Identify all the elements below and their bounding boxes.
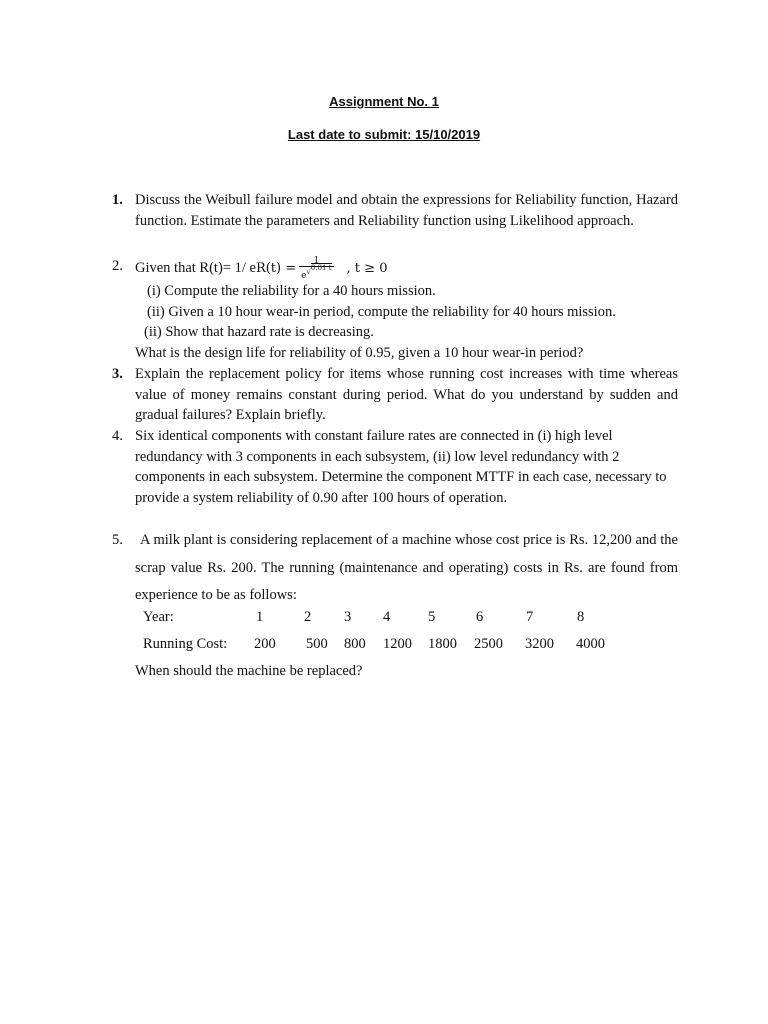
cost-cell: 800 [344,636,366,652]
formula-denominator [299,264,333,281]
formula-numerator: 1 [299,256,333,267]
year-cell: 8 [577,609,585,625]
question-text-content: A milk plant is considering replacement of a machine whose cost price is Rs. 12,200 and the scrap value Rs. 200. The running (maintenance and operating) costs in Rs. are found from experience to be as follows: [135,532,678,603]
cost-cell: 4000 [576,636,605,652]
cost-cell: 1200 [383,636,412,652]
formula-root: 0.01 t [310,264,332,272]
question-4 [112,426,678,508]
question-number: 5. [112,532,123,548]
sqrt-symbol: √ [306,268,311,276]
question-2 [112,256,678,363]
question-5-closing: When should the machine be replaced? [135,663,363,679]
formula-condition: , t ≥ 0 [346,260,388,276]
question-3 [112,364,678,426]
year-cell: 5 [428,609,436,625]
assignment-title: Assignment No. 1 [329,94,439,109]
formula-line [135,256,678,281]
year-cell: 7 [526,609,534,625]
question-text: Discuss the Weibull failure model and obtain the expressions for Reliability function, Hazard function. Estimate the parameters and Reliability function using Likelihood approach. [135,192,678,229]
formula-base: e [301,271,307,281]
cost-cell: 200 [254,636,276,652]
formula-lhs: R(t) = [255,261,297,276]
row-label: Running Cost: [143,636,228,652]
question-text: Six identical components with constant failure rates are connected in (i) high level redundancy with 3 components in each subsystem, (ii) low level redundancy with 2 components in each subsystem. Determine the component MTTF in each case, necessary to provide a system reliability of 0.90 after 100 hours of operation. [135,428,667,506]
year-cell: 2 [304,609,312,625]
year-cell: 3 [344,609,352,625]
question-number: 2. [112,258,123,274]
question-body [135,256,678,363]
reliability-formula [256,256,337,281]
year-cell: 4 [383,609,391,625]
row-label: Year: [143,609,174,625]
sub-question: (ii) Given a 10 hour wear-in period, compute the reliability for 40 hours mission. [147,303,616,320]
question-number: 1. [112,192,123,208]
submission-deadline: Last date to submit: 15/10/2019 [287,127,481,142]
question-1 [112,190,678,231]
question-number: 4. [112,428,123,444]
question-text: Explain the replacement policy for items whose running cost increases with time whereas value of money remains constant during period. What do you understand by sudden and gradual failures? Explain briefly. [135,366,678,424]
year-cell: 1 [256,609,264,625]
cost-cell: 500 [306,636,328,652]
sub-question: (i) Compute the reliability for a 40 hours mission. [147,283,436,299]
cost-cell: 2500 [474,636,503,652]
year-cell: 6 [476,609,484,625]
question-5 [112,527,678,610]
cost-cell: 3200 [525,636,554,652]
question-text [135,527,678,610]
formula-prefix: Given that R(t)= 1/ e [135,259,256,276]
formula-fraction [299,256,333,281]
question-number: 3. [112,366,123,382]
sub-question: (ii) Show that hazard rate is decreasing. [144,324,374,341]
question-closing: What is the design life for reliability of 0.95, given a 10 hour wear-in period? [135,344,584,361]
cost-cell: 1800 [428,636,457,652]
